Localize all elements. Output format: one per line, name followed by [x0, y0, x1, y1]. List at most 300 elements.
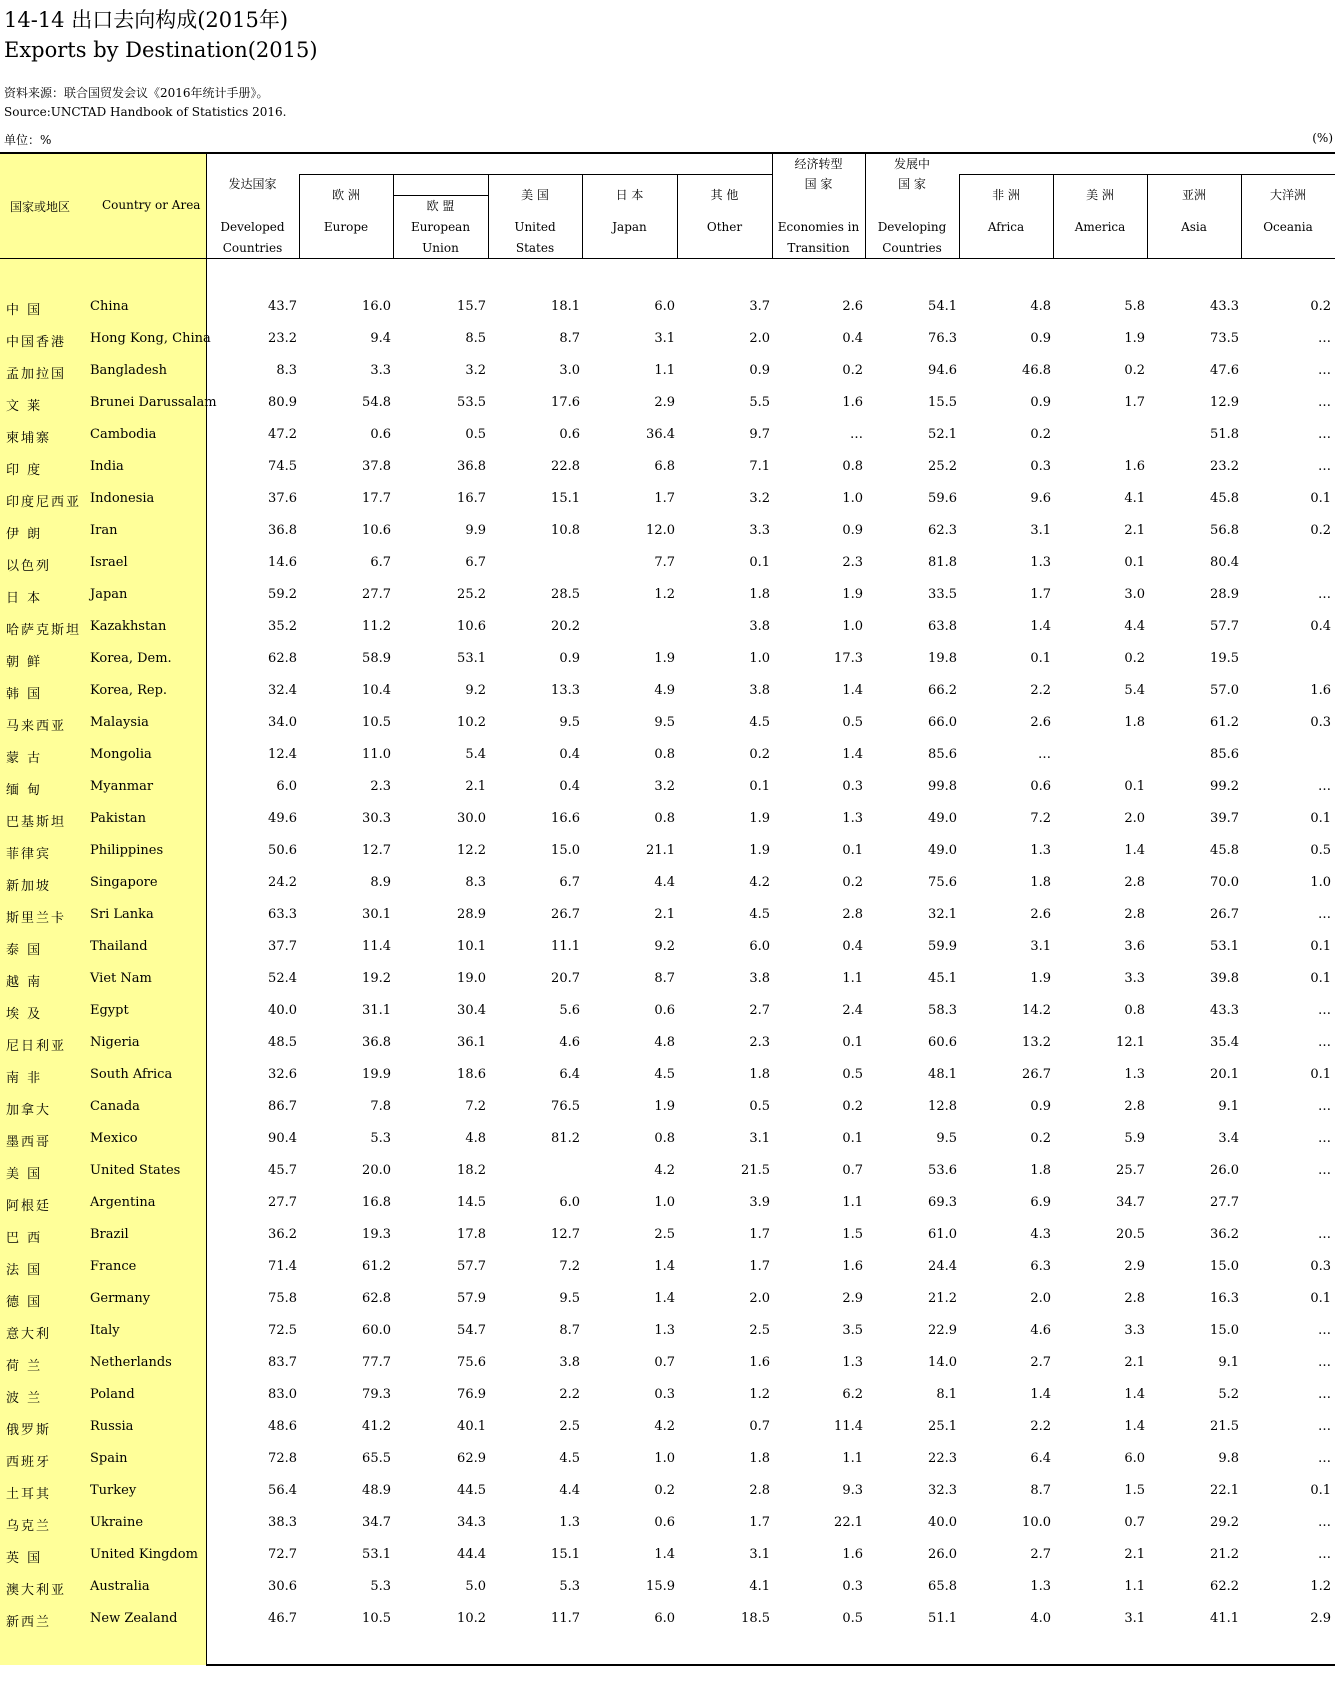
- country-name-cn: 以色列: [6, 559, 52, 574]
- cell-us: 5.6: [559, 1003, 580, 1018]
- country-name-en: Ukraine: [90, 1515, 144, 1530]
- cell-eu: 44.5: [457, 1483, 486, 1498]
- cell-developed: 74.5: [268, 459, 297, 474]
- cell-other: 3.2: [749, 491, 770, 506]
- cell-africa: 0.1: [1030, 651, 1051, 666]
- cell-oceania: …: [1318, 459, 1331, 474]
- cell-america: 2.8: [1124, 1099, 1145, 1114]
- cell-asia: 36.2: [1210, 1227, 1239, 1242]
- cell-oceania: …: [1318, 779, 1331, 794]
- cell-eu: 36.1: [457, 1035, 486, 1050]
- cell-asia: 15.0: [1210, 1259, 1239, 1274]
- cell-africa: 0.2: [1030, 1131, 1051, 1146]
- cell-africa: 1.7: [1030, 587, 1051, 602]
- cell-developed: 59.2: [268, 587, 297, 602]
- cell-africa: 10.0: [1022, 1515, 1051, 1530]
- country-name-en: Iran: [90, 523, 118, 538]
- cell-us: 6.7: [559, 875, 580, 890]
- cell-america: 34.7: [1116, 1195, 1145, 1210]
- country-name-cn: 缅 甸: [6, 783, 43, 798]
- cell-africa: 6.9: [1030, 1195, 1051, 1210]
- cell-us: 22.8: [551, 459, 580, 474]
- table-row: [0, 867, 1335, 899]
- cell-eu: 30.0: [457, 811, 486, 826]
- cell-transition: 1.3: [842, 811, 863, 826]
- cell-us: 8.7: [559, 331, 580, 346]
- cell-eu: 14.5: [457, 1195, 486, 1210]
- cell-america: 0.1: [1124, 555, 1145, 570]
- cell-japan: 0.3: [654, 1387, 675, 1402]
- cell-america: 3.1: [1124, 1611, 1145, 1626]
- cell-japan: 0.6: [654, 1515, 675, 1530]
- country-name-cn: 英 国: [6, 1551, 43, 1566]
- cell-transition: 1.1: [842, 1451, 863, 1466]
- table-row: [0, 1539, 1335, 1571]
- cell-europe: 65.5: [362, 1451, 391, 1466]
- country-name-en: France: [90, 1259, 137, 1274]
- cell-transition: 6.2: [842, 1387, 863, 1402]
- cell-eu: 9.2: [465, 683, 486, 698]
- cell-us: 15.1: [551, 1547, 580, 1562]
- cell-other: 1.9: [749, 811, 770, 826]
- cell-america: 2.9: [1124, 1259, 1145, 1274]
- country-name-cn: 西班牙: [6, 1455, 52, 1470]
- cell-transition: 2.6: [842, 299, 863, 314]
- cell-america: 4.4: [1124, 619, 1145, 634]
- country-name-en: Argentina: [90, 1195, 156, 1210]
- cell-asia: 28.9: [1210, 587, 1239, 602]
- cell-eu: 10.2: [457, 715, 486, 730]
- country-name-cn: 美 国: [6, 1167, 43, 1182]
- cell-oceania: …: [1318, 587, 1331, 602]
- cell-us: 0.4: [559, 747, 580, 762]
- cell-asia: 19.5: [1210, 651, 1239, 666]
- country-name-cn: 乌克兰: [6, 1519, 52, 1534]
- cell-america: 5.8: [1124, 299, 1145, 314]
- cell-transition: 1.4: [842, 683, 863, 698]
- cell-europe: 36.8: [362, 1035, 391, 1050]
- cell-us: 15.0: [551, 843, 580, 858]
- cell-transition: 0.4: [842, 939, 863, 954]
- cell-transition: 2.9: [842, 1291, 863, 1306]
- cell-transition: 0.7: [842, 1163, 863, 1178]
- cell-asia: 61.2: [1210, 715, 1239, 730]
- cell-asia: 9.1: [1218, 1355, 1239, 1370]
- cell-america: 3.0: [1124, 587, 1145, 602]
- cell-europe: 7.8: [370, 1099, 391, 1114]
- cell-developing: 32.3: [928, 1483, 957, 1498]
- cell-us: 2.5: [559, 1419, 580, 1434]
- cell-developed: 75.8: [268, 1291, 297, 1306]
- header-oceania-cn: 大洋洲: [1269, 188, 1306, 202]
- cell-other: 3.1: [749, 1547, 770, 1562]
- cell-other: 0.7: [749, 1419, 770, 1434]
- cell-us: 11.7: [551, 1611, 580, 1626]
- cell-eu: 3.2: [465, 363, 486, 378]
- cell-us: 3.0: [559, 363, 580, 378]
- cell-japan: 0.6: [654, 1003, 675, 1018]
- cell-us: 6.4: [559, 1067, 580, 1082]
- country-name-cn: 新西兰: [6, 1615, 52, 1630]
- cell-developed: 32.6: [268, 1067, 297, 1082]
- cell-africa: 0.9: [1030, 1099, 1051, 1114]
- country-name-en: Israel: [90, 555, 128, 570]
- cell-eu: 40.1: [457, 1419, 486, 1434]
- cell-europe: 10.5: [362, 1611, 391, 1626]
- cell-europe: 6.7: [370, 555, 391, 570]
- cell-developing: 66.2: [928, 683, 957, 698]
- cell-asia: 57.7: [1210, 619, 1239, 634]
- cell-transition: 0.4: [842, 331, 863, 346]
- table-row: [0, 323, 1335, 355]
- cell-developed: 48.5: [268, 1035, 297, 1050]
- header-eu-cn: 欧 盟: [426, 199, 455, 213]
- cell-transition: 0.1: [842, 843, 863, 858]
- cell-other: 2.3: [749, 1035, 770, 1050]
- cell-us: 12.7: [551, 1227, 580, 1242]
- cell-developed: 49.6: [268, 811, 297, 826]
- cell-america: 2.8: [1124, 875, 1145, 890]
- cell-developing: 63.8: [928, 619, 957, 634]
- cell-oceania: …: [1318, 395, 1331, 410]
- cell-us: 81.2: [551, 1131, 580, 1146]
- cell-developed: 71.4: [268, 1259, 297, 1274]
- cell-developing: 33.5: [928, 587, 957, 602]
- cell-africa: 1.4: [1030, 1387, 1051, 1402]
- table-row: [0, 1571, 1335, 1603]
- table-row: [0, 771, 1335, 803]
- country-name-en: Brazil: [90, 1227, 129, 1242]
- cell-oceania: 0.1: [1310, 939, 1331, 954]
- cell-japan: 6.8: [654, 459, 675, 474]
- cell-japan: 12.0: [646, 523, 675, 538]
- cell-oceania: …: [1318, 1323, 1331, 1338]
- cell-transition: 2.4: [842, 1003, 863, 1018]
- cell-developed: 83.7: [268, 1355, 297, 1370]
- cell-developed: 80.9: [268, 395, 297, 410]
- table-bottom-rule: [206, 1664, 1335, 1666]
- cell-developing: 81.8: [928, 555, 957, 570]
- table-row: [0, 611, 1335, 643]
- country-name-en: Germany: [90, 1291, 151, 1306]
- cell-europe: 0.6: [370, 427, 391, 442]
- cell-japan: 4.2: [654, 1163, 675, 1178]
- cell-oceania: 1.6: [1310, 683, 1331, 698]
- country-name-cn: 日 本: [6, 591, 43, 606]
- cell-japan: 7.7: [654, 555, 675, 570]
- cell-america: 0.2: [1124, 363, 1145, 378]
- cell-america: 0.1: [1124, 779, 1145, 794]
- country-name-cn: 韩 国: [6, 687, 43, 702]
- country-name-cn: 波 兰: [6, 1391, 43, 1406]
- cell-america: 12.1: [1116, 1035, 1145, 1050]
- cell-us: 10.8: [551, 523, 580, 538]
- cell-eu: 53.1: [457, 651, 486, 666]
- cell-us: 4.6: [559, 1035, 580, 1050]
- cell-eu: 36.8: [457, 459, 486, 474]
- table-row: [0, 1475, 1335, 1507]
- cell-other: 1.8: [749, 1451, 770, 1466]
- country-name-en: Singapore: [90, 875, 158, 890]
- cell-eu: 28.9: [457, 907, 486, 922]
- cell-america: 1.4: [1124, 1387, 1145, 1402]
- cell-asia: 43.3: [1210, 1003, 1239, 1018]
- cell-us: 76.5: [551, 1099, 580, 1114]
- cell-developed: 34.0: [268, 715, 297, 730]
- cell-asia: 43.3: [1210, 299, 1239, 314]
- cell-eu: 8.5: [465, 331, 486, 346]
- cell-oceania: 0.1: [1310, 1291, 1331, 1306]
- table-row: [0, 1283, 1335, 1315]
- cell-us: 11.1: [551, 939, 580, 954]
- cell-europe: 8.9: [370, 875, 391, 890]
- cell-america: 1.9: [1124, 331, 1145, 346]
- country-name-cn: 埃 及: [6, 1007, 43, 1022]
- cell-america: 2.1: [1124, 1355, 1145, 1370]
- cell-other: 3.8: [749, 683, 770, 698]
- cell-developing: 58.3: [928, 1003, 957, 1018]
- table-row: [0, 1187, 1335, 1219]
- cell-us: 17.6: [551, 395, 580, 410]
- cell-other: 0.1: [749, 555, 770, 570]
- country-name-cn: 马来西亚: [6, 719, 67, 734]
- table-row: [0, 1091, 1335, 1123]
- cell-developed: 72.7: [268, 1547, 297, 1562]
- cell-oceania: …: [1318, 907, 1331, 922]
- cell-africa: 0.3: [1030, 459, 1051, 474]
- header-us-cn: 美 国: [521, 188, 549, 202]
- cell-other: 0.1: [749, 779, 770, 794]
- cell-africa: 2.2: [1030, 1419, 1051, 1434]
- cell-africa: 3.1: [1030, 939, 1051, 954]
- country-name-en: Korea, Rep.: [90, 683, 168, 698]
- cell-other: 1.9: [749, 843, 770, 858]
- cell-asia: 39.8: [1210, 971, 1239, 986]
- table-row: [0, 707, 1335, 739]
- table-row: [0, 675, 1335, 707]
- cell-developing: 22.9: [928, 1323, 957, 1338]
- cell-europe: 3.3: [370, 363, 391, 378]
- country-name-en: United States: [90, 1163, 181, 1178]
- cell-japan: 4.2: [654, 1419, 675, 1434]
- cell-eu: 0.5: [465, 427, 486, 442]
- cell-other: 4.5: [749, 715, 770, 730]
- cell-developed: 27.7: [268, 1195, 297, 1210]
- cell-africa: 0.2: [1030, 427, 1051, 442]
- cell-other: 1.7: [749, 1515, 770, 1530]
- header-developing-en2: Countries: [882, 241, 942, 255]
- cell-africa: 2.0: [1030, 1291, 1051, 1306]
- cell-transition: 0.1: [842, 1035, 863, 1050]
- cell-africa: 9.6: [1030, 491, 1051, 506]
- header-developed-cn: 发达国家: [228, 177, 277, 191]
- cell-europe: 9.4: [370, 331, 391, 346]
- cell-asia: 56.8: [1210, 523, 1239, 538]
- cell-africa: …: [1038, 747, 1051, 762]
- header-transition-cn1: 经济转型: [794, 157, 843, 171]
- cell-us: 9.5: [559, 715, 580, 730]
- cell-developing: 75.6: [928, 875, 957, 890]
- cell-asia: 53.1: [1210, 939, 1239, 954]
- cell-developed: 12.4: [268, 747, 297, 762]
- header-us-en2: States: [515, 241, 555, 255]
- cell-developing: 25.1: [928, 1419, 957, 1434]
- cell-africa: 1.4: [1030, 619, 1051, 634]
- cell-developing: 9.5: [936, 1131, 957, 1146]
- unit-label-right: (%): [1312, 131, 1333, 145]
- header-other-cn: 其 他: [710, 188, 739, 202]
- cell-other: 1.2: [749, 1387, 770, 1402]
- cell-oceania: 0.3: [1310, 1259, 1331, 1274]
- cell-developing: 65.8: [928, 1579, 957, 1594]
- cell-developed: 83.0: [268, 1387, 297, 1402]
- cell-eu: 10.6: [457, 619, 486, 634]
- cell-africa: 2.6: [1030, 907, 1051, 922]
- cell-us: 4.5: [559, 1451, 580, 1466]
- cell-oceania: …: [1318, 1227, 1331, 1242]
- cell-africa: 1.3: [1030, 555, 1051, 570]
- cell-developed: 52.4: [268, 971, 297, 986]
- cell-japan: 1.4: [654, 1291, 675, 1306]
- cell-us: 3.8: [559, 1355, 580, 1370]
- cell-america: 1.7: [1124, 395, 1145, 410]
- cell-europe: 19.9: [362, 1067, 391, 1082]
- cell-america: 6.0: [1124, 1451, 1145, 1466]
- country-name-cn: 意大利: [6, 1327, 52, 1342]
- cell-oceania: …: [1318, 1419, 1331, 1434]
- country-name-cn: 巴基斯坦: [6, 815, 67, 830]
- cell-eu: 10.2: [457, 1611, 486, 1626]
- cell-transition: 1.6: [842, 1547, 863, 1562]
- cell-asia: 20.1: [1210, 1067, 1239, 1082]
- cell-developed: 62.8: [268, 651, 297, 666]
- country-name-en: India: [90, 459, 124, 474]
- cell-us: 9.5: [559, 1291, 580, 1306]
- cell-japan: 4.8: [654, 1035, 675, 1050]
- cell-oceania: 0.1: [1310, 811, 1331, 826]
- cell-other: 3.9: [749, 1195, 770, 1210]
- cell-developed: 86.7: [268, 1099, 297, 1114]
- cell-europe: 60.0: [362, 1323, 391, 1338]
- table-row: [0, 995, 1335, 1027]
- cell-eu: 57.7: [457, 1259, 486, 1274]
- cell-japan: 3.1: [654, 331, 675, 346]
- cell-other: 9.7: [749, 427, 770, 442]
- table-row: [0, 1123, 1335, 1155]
- cell-japan: 1.0: [654, 1195, 675, 1210]
- cell-europe: 10.4: [362, 683, 391, 698]
- table-row: [0, 1251, 1335, 1283]
- cell-asia: 23.2: [1210, 459, 1239, 474]
- cell-transition: 1.0: [842, 491, 863, 506]
- cell-other: 3.1: [749, 1131, 770, 1146]
- cell-us: 26.7: [551, 907, 580, 922]
- cell-oceania: …: [1318, 1355, 1331, 1370]
- cell-europe: 27.7: [362, 587, 391, 602]
- cell-developing: 24.4: [928, 1259, 957, 1274]
- cell-oceania: 0.1: [1310, 491, 1331, 506]
- header-developing-en1: Developing: [877, 220, 947, 234]
- cell-africa: 1.3: [1030, 1579, 1051, 1594]
- cell-africa: 3.1: [1030, 523, 1051, 538]
- cell-us: 15.1: [551, 491, 580, 506]
- cell-us: 16.6: [551, 811, 580, 826]
- cell-eu: 2.1: [465, 779, 486, 794]
- header-asia-cn: 亚洲: [1181, 188, 1206, 202]
- cell-oceania: …: [1318, 427, 1331, 442]
- cell-asia: 99.2: [1210, 779, 1239, 794]
- cell-oceania: 0.2: [1310, 299, 1331, 314]
- cell-us: 8.7: [559, 1323, 580, 1338]
- country-name-en: Sri Lanka: [90, 907, 154, 922]
- cell-asia: 47.6: [1210, 363, 1239, 378]
- cell-developing: 19.8: [928, 651, 957, 666]
- cell-america: 20.5: [1116, 1227, 1145, 1242]
- cell-other: 1.6: [749, 1355, 770, 1370]
- cell-other: 3.8: [749, 971, 770, 986]
- cell-america: 1.4: [1124, 1419, 1145, 1434]
- header-asia-en: Asia: [1181, 220, 1207, 234]
- country-name-en: Nigeria: [90, 1035, 140, 1050]
- cell-oceania: …: [1318, 1451, 1331, 1466]
- country-name-cn: 荷 兰: [6, 1359, 43, 1374]
- country-name-en: Malaysia: [90, 715, 149, 730]
- cell-other: 2.7: [749, 1003, 770, 1018]
- country-name-en: Turkey: [90, 1483, 137, 1498]
- cell-other: 21.5: [741, 1163, 770, 1178]
- cell-eu: 6.7: [465, 555, 486, 570]
- cell-transition: 11.4: [834, 1419, 863, 1434]
- cell-other: 0.9: [749, 363, 770, 378]
- cell-transition: 1.6: [842, 395, 863, 410]
- cell-america: 1.1: [1124, 1579, 1145, 1594]
- cell-japan: 1.1: [654, 363, 675, 378]
- cell-europe: 10.6: [362, 523, 391, 538]
- country-name-en: Italy: [90, 1323, 120, 1338]
- header-developed-en1: Developed: [220, 220, 285, 234]
- country-name-cn: 南 非: [6, 1071, 43, 1086]
- cell-europe: 48.9: [362, 1483, 391, 1498]
- country-name-cn: 阿根廷: [6, 1199, 52, 1214]
- cell-oceania: 0.1: [1310, 1067, 1331, 1082]
- cell-asia: 80.4: [1210, 555, 1239, 570]
- cell-other: 1.7: [749, 1259, 770, 1274]
- cell-transition: 1.4: [842, 747, 863, 762]
- cell-other: 3.3: [749, 523, 770, 538]
- cell-europe: 54.8: [362, 395, 391, 410]
- cell-transition: 1.1: [842, 971, 863, 986]
- cell-other: 2.8: [749, 1483, 770, 1498]
- cell-europe: 79.3: [362, 1387, 391, 1402]
- cell-japan: 2.5: [654, 1227, 675, 1242]
- cell-america: 3.3: [1124, 1323, 1145, 1338]
- header-europe-en: Europe: [323, 220, 369, 234]
- cell-other: 1.8: [749, 587, 770, 602]
- cell-japan: 1.4: [654, 1259, 675, 1274]
- cell-developed: 30.6: [268, 1579, 297, 1594]
- table-row: [0, 1219, 1335, 1251]
- table-row: [0, 1507, 1335, 1539]
- cell-japan: 1.4: [654, 1547, 675, 1562]
- cell-asia: 62.2: [1210, 1579, 1239, 1594]
- header-america-en: America: [1074, 220, 1126, 234]
- cell-eu: 44.4: [457, 1547, 486, 1562]
- cell-asia: 12.9: [1210, 395, 1239, 410]
- cell-developed: 47.2: [268, 427, 297, 442]
- country-name-en: Viet Nam: [90, 971, 152, 986]
- country-name-en: United Kingdom: [90, 1547, 198, 1562]
- cell-developing: 52.1: [928, 427, 957, 442]
